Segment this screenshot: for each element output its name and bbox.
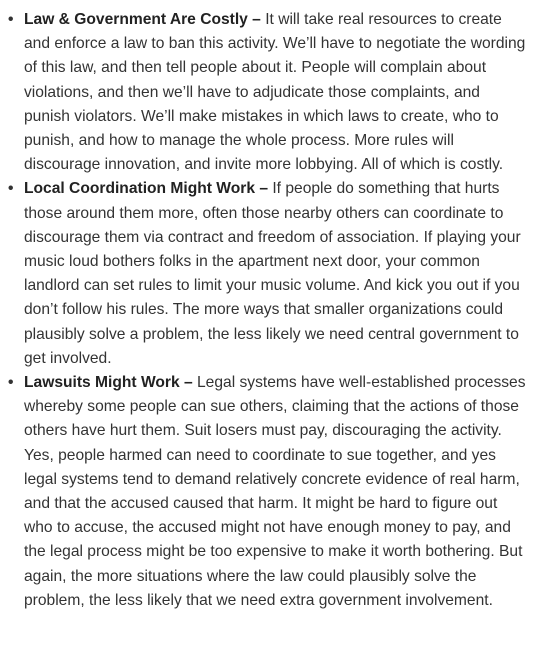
item-heading: Law & Government Are Costly – xyxy=(24,11,261,28)
bullet-icon: • xyxy=(8,11,14,28)
item-heading: Local Coordination Might Work – xyxy=(24,180,269,198)
item-heading: Lawsuits Might Work – xyxy=(24,374,193,392)
item-body: If people do something that hurts those around them more, often those nearby others can coordinate to discourage them via contract and freedom of association. If playing your music loud bothers folks in the apartment next door, your common landlord can set rules to limit your music volume. And kick you out if you don’t follow his rules. The more ways that smaller organizations could plausibly solve a problem, the less likely we need central government to get involved. xyxy=(24,180,521,367)
list-item-lawsuits xyxy=(8,371,527,613)
item-body: It will take real resources to create and enforce a law to ban this activity. We’ll have to negotiate the wording of this law, and then tell people about it. People will complain about violations, and then we’ll have to adjudicate those complaints, and punish violators. We’ll make mistakes in which laws to create, who to punish, and how to manage the whole process. More rules will discourage innovation, and invite more lobbying. All of which is costly. xyxy=(24,11,526,174)
list-item-local-coordination xyxy=(8,177,527,371)
list-item-law-government xyxy=(8,8,527,177)
bullet-icon: • xyxy=(8,374,14,392)
item-body: Legal systems have well-established processes whereby some people can sue others, claiming that the actions of those others have hurt them. Suit losers must pay, discouraging the activity. Yes, people harmed can need to coordinate to sue together, and yes legal systems tend to demand relatively concrete evidence of real harm, and that the accused caused that harm. It might be hard to figure out who to accuse, the accused might not have enough money to pay, and the legal process might be too expensive to make it worth bothering. But again, the more situations where the law could plausibly solve the problem, the less likely that we need extra government involvement. xyxy=(24,374,526,609)
bullet-icon: • xyxy=(8,180,14,198)
bullet-list xyxy=(8,8,527,613)
